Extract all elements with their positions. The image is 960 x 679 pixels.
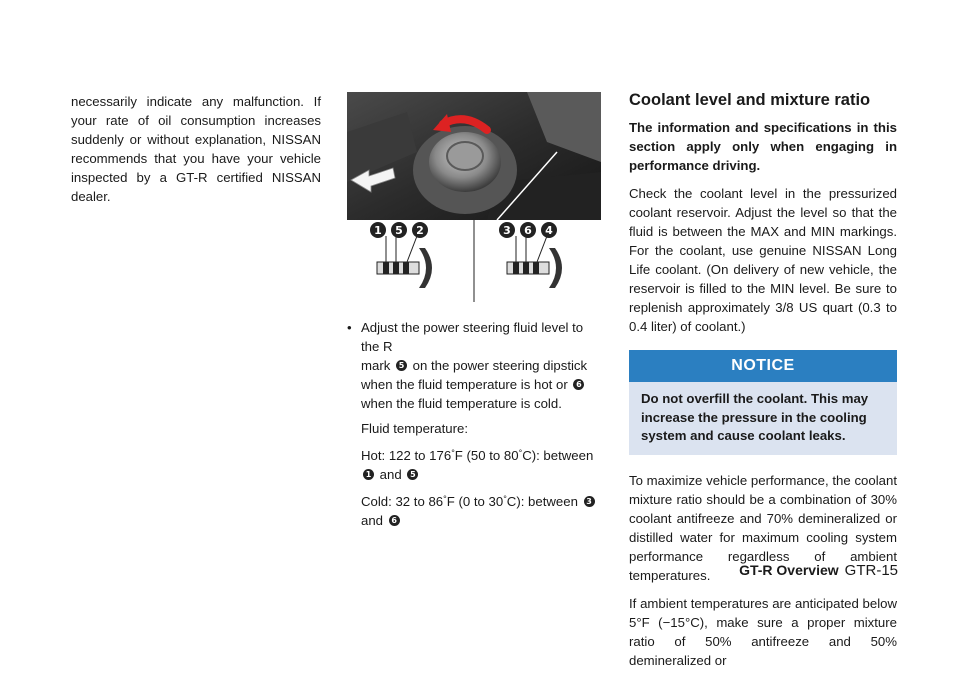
- svg-text:3: 3: [503, 224, 511, 237]
- left-column: [71, 92, 321, 206]
- oil-consumption-paragraph: necessarily indicate any malfunction. If your rate of oil consumption increases suddenly or without explanation, NISSAN recommends that you have your vehicle inspected by a GT-R certified NISSAN dealer.: [71, 94, 321, 204]
- dipstick-illustration: [347, 92, 601, 302]
- callout-3-inline: 3: [584, 496, 595, 507]
- middle-column: [347, 318, 605, 530]
- footer-section-title: GT-R Overview: [739, 562, 839, 578]
- low-temperature-paragraph: If ambient temperatures are anticipated below 5°F (−15°C), make sure a proper mixture ratio of 50% antifreeze and 50% demineralized or: [629, 595, 897, 668]
- svg-text:2: 2: [416, 224, 424, 237]
- adjust-bullet-item: • Adjust the power steering fluid level to the R mark 5 on the power steering dipstick when the fluid temperature is hot or 6 when the fluid temperature is cold. Fluid temperature: Hot: 122 to 176°F (50 to 80°C): between 1 and 5 Cold: 32 to 86°F (0 to 30°C): between 3 and 6: [347, 318, 605, 530]
- cold-range: Cold: 32 to 86°F (0 to 30°C): between 3 and 6: [361, 490, 605, 530]
- svg-text:4: 4: [545, 224, 553, 237]
- callout-5-inline: 5: [396, 360, 407, 371]
- svg-text:6: 6: [524, 224, 532, 237]
- mixture-ratio-paragraph: To maximize vehicle performance, the coolant mixture ratio should be a combination of 30% coolant antifreeze and 70% demineralized or distilled water for maximum cooling system performance regardless of ambient temperatures.: [629, 472, 897, 583]
- callout-5-inline-2: 5: [407, 469, 418, 480]
- right-column: [629, 90, 897, 679]
- fluid-temperature-block: Fluid temperature:: [361, 421, 469, 436]
- power-steering-dipstick-figure: [347, 92, 601, 302]
- page-footer: [739, 562, 898, 579]
- notice-body: Do not overfill the coolant. This may increase the pressure in the cooling system and cause coolant leaks.: [641, 391, 869, 443]
- performance-note: The information and specifications in this section apply only when engaging in performance driving.: [629, 120, 897, 173]
- coolant-check-paragraph: Check the coolant level in the pressurized coolant reservoir. Adjust the level so that the fluid is between the MAX and MIN markings. For the coolant, use genuine NISSAN Long Life coolant. (On delivery of new vehicle, the reservoir is filled to the MIN level. Be sure to replenish approximately 3/8 US quart (0.3 to 0.4 liter) of coolant.): [629, 186, 897, 334]
- svg-text:5: 5: [395, 224, 403, 237]
- notice-title: NOTICE: [629, 350, 897, 382]
- callout-1-inline: 1: [363, 469, 374, 480]
- notice-box: [629, 350, 897, 455]
- callout-6-inline-2: 6: [389, 515, 400, 526]
- page-number: GTR-15: [844, 562, 898, 579]
- hot-range: Hot: 122 to 176°F (50 to 80°C): between 1 and 5: [361, 448, 594, 482]
- section-title: Coolant level and mixture ratio: [629, 91, 871, 109]
- callout-6-inline: 6: [573, 379, 584, 390]
- svg-text:1: 1: [374, 224, 382, 237]
- bullet-icon: •: [347, 320, 352, 335]
